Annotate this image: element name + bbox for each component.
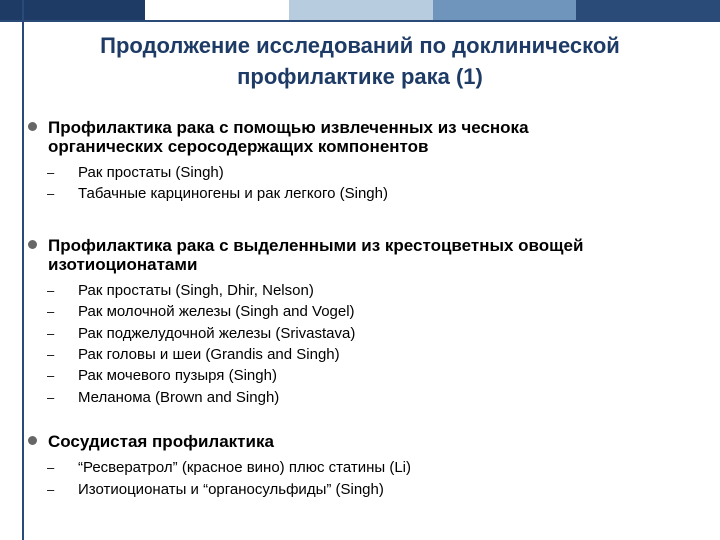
list-item xyxy=(28,365,708,386)
dash-icon: – xyxy=(47,325,55,341)
topbar-segment-mid-blue xyxy=(433,0,576,20)
section-heading-line: органических серосодержащих компонентов xyxy=(48,137,429,156)
section-heading-line: изотиоционатами xyxy=(48,254,198,274)
topbar-segment-white xyxy=(145,0,289,20)
bullet-icon xyxy=(28,240,37,249)
list-item xyxy=(28,301,708,322)
list-item-text: Меланома (Brown and Singh) xyxy=(78,388,280,406)
topbar-segment-navy xyxy=(576,0,720,20)
slide-content xyxy=(28,118,708,500)
dash-icon: – xyxy=(47,282,55,298)
list-item xyxy=(28,457,708,478)
list-item-text: “Ресвератрол” (красное вино) плюс статины (Li) xyxy=(78,459,411,477)
list-item xyxy=(28,280,708,301)
list-item-text: Рак поджелудочной железы (Srivastava) xyxy=(78,324,356,342)
vertical-rule xyxy=(22,0,24,540)
list-item-text: Изотиоционаты и “органосульфиды” (Singh) xyxy=(78,480,384,498)
list-item xyxy=(28,162,708,183)
list-item xyxy=(28,479,708,500)
slide-title xyxy=(40,30,680,92)
section-heading-line: Сосудистая профилактика xyxy=(48,432,274,452)
section-heading-vascular xyxy=(28,432,708,451)
list-item xyxy=(28,323,708,344)
bullet-icon xyxy=(28,122,37,131)
dash-icon: – xyxy=(47,186,55,202)
bullet-icon xyxy=(28,436,37,445)
top-decorative-bar xyxy=(0,0,720,20)
dash-icon: – xyxy=(47,304,55,320)
list-item xyxy=(28,183,708,204)
dash-icon: – xyxy=(47,347,55,363)
list-item-text: Табачные карциногены и рак легкого (Singh) xyxy=(78,185,388,203)
section-heading-garlic xyxy=(28,118,708,156)
dash-icon: – xyxy=(47,460,55,476)
horizontal-rule xyxy=(0,20,720,22)
section-heading-line: Профилактика рака с выделенными из крестоцветных овощей xyxy=(48,235,584,255)
slide-title-line-2: профилактике рака (1) xyxy=(237,64,483,89)
topbar-segment-light-blue xyxy=(289,0,433,20)
slide-title-line-1: Продолжение исследований по доклинической xyxy=(100,33,620,58)
dash-icon: – xyxy=(47,165,55,180)
list-item xyxy=(28,344,708,365)
dash-icon: – xyxy=(47,481,55,497)
list-item-text: Рак молочной железы (Singh and Vogel) xyxy=(78,303,355,321)
list-item-text: Рак простаты (Singh, Dhir, Nelson) xyxy=(78,281,314,299)
list-item xyxy=(28,387,708,408)
section-heading-cruciferous xyxy=(28,236,708,274)
list-item-text: Рак простаты (Singh) xyxy=(78,164,224,181)
list-item-text: Рак головы и шеи (Grandis and Singh) xyxy=(78,346,340,364)
list-item-text: Рак мочевого пузыря (Singh) xyxy=(78,367,277,385)
dash-icon: – xyxy=(47,368,55,384)
dash-icon: – xyxy=(47,389,55,405)
section-heading-line: Профилактика рака с помощью извлеченных из чеснока xyxy=(48,118,529,137)
